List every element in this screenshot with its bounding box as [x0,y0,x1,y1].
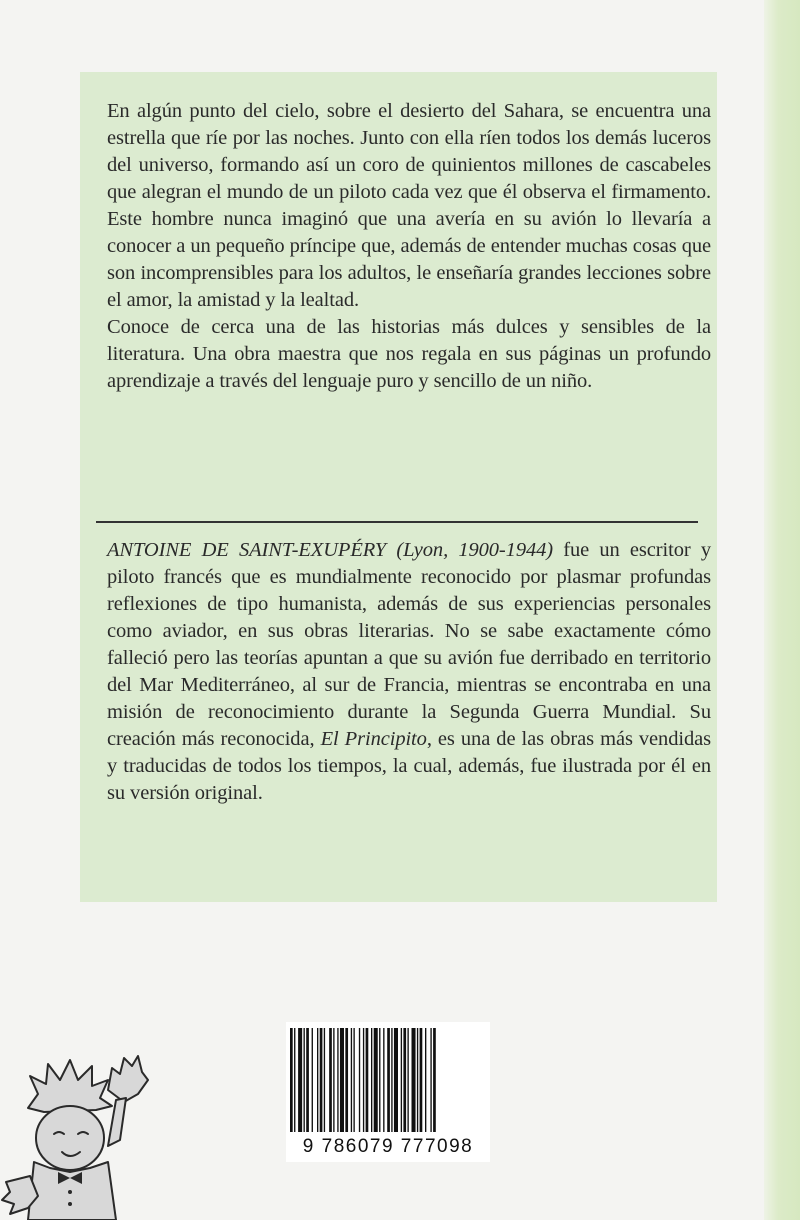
isbn-number: 9 786079 777098 [302,1136,474,1157]
barcode-bar [329,1028,332,1132]
bio-text-2: , es una de las obras más vendidas y traducidas de todos los tiempos, la cual, además, fue ilustrada por él en su versión original. [107,728,711,804]
barcode-bar [345,1028,348,1132]
author-name: ANTOINE DE SAINT-EXUPÉRY (Lyon, 1900-1944) [107,539,553,561]
barcode-bar [401,1028,402,1132]
barcode-bar [407,1028,408,1132]
barcode-bar [320,1028,323,1132]
barcode-bar [324,1028,325,1132]
barcode-bar [433,1028,436,1132]
barcode-bar [363,1028,364,1132]
barcode-bar [312,1028,313,1132]
barcode-bar [333,1028,334,1132]
cover-edge-stripe [764,0,800,1220]
book-title: El Principito [320,728,427,750]
barcode-bar [366,1028,369,1132]
author-bio [107,537,711,807]
barcode-bar [290,1028,293,1132]
barcode-bar [387,1028,390,1132]
barcode-bar [294,1028,295,1132]
barcode [286,1022,490,1162]
barcode-bar [353,1028,354,1132]
barcode-bars [286,1028,490,1134]
barcode-bar [306,1028,309,1132]
barcode-bar [359,1028,360,1132]
synopsis [107,98,711,395]
barcode-bar [371,1028,372,1132]
barcode-bar [351,1028,352,1132]
little-prince-mascot-icon [0,1050,150,1220]
barcode-bar [430,1028,431,1132]
barcode-bar [391,1028,392,1132]
barcode-bar [420,1028,423,1132]
bio-text-1: fue un escritor y piloto francés que es mundialmente reconocido por plasmar profundas reflexiones de tipo humanista, además de sus experiencias personales como aviador, en sus obras literarias. No se sabe exactamente cómo falleció pero las teorías apuntan a que su avión fue derribado en territorio del Mar Mediterráneo, al sur de Francia, mientras se encontraba en una misión de reconocimiento durante la Segunda Guerra Mundial. Su creación más reconocida, [107,539,711,750]
barcode-bar [317,1028,318,1132]
barcode-bar [383,1028,384,1132]
barcode-bar [394,1028,398,1132]
barcode-bar [374,1028,378,1132]
bio-paragraph [107,537,711,807]
barcode-bar [337,1028,338,1132]
barcode-bar [379,1028,380,1132]
barcode-bar [298,1028,302,1132]
barcode-bar [340,1028,344,1132]
barcode-bar [412,1028,416,1132]
synopsis-paragraph-1: En algún punto del cielo, sobre el desierto del Sahara, se encuentra una estrella que ríe por las noches. Junto con ella ríen todos los demás luceros del universo, formando así un coro de quinientos millones de cascabeles que alegran el mundo de un piloto cada vez que él observa el firmamento. Este hombre nunca imaginó que una avería en su avión lo llevaría a conocer a un pequeño príncipe que, además de entender muchas cosas que son incomprensibles para los adultos, le enseñaría grandes lecciones sobre el amor, la amistad y la lealtad. [107,100,711,311]
barcode-bar [425,1028,426,1132]
barcode-bar [417,1028,418,1132]
synopsis-paragraph-2: Conoce de cerca una de las historias más dulces y sensibles de la literatura. Una obra maestra que nos regala en sus páginas un profundo aprendizaje a través del lenguaje puro y sencillo de un niño. [107,316,711,392]
section-divider [96,521,698,523]
barcode-bar [403,1028,406,1132]
barcode-bar [304,1028,305,1132]
